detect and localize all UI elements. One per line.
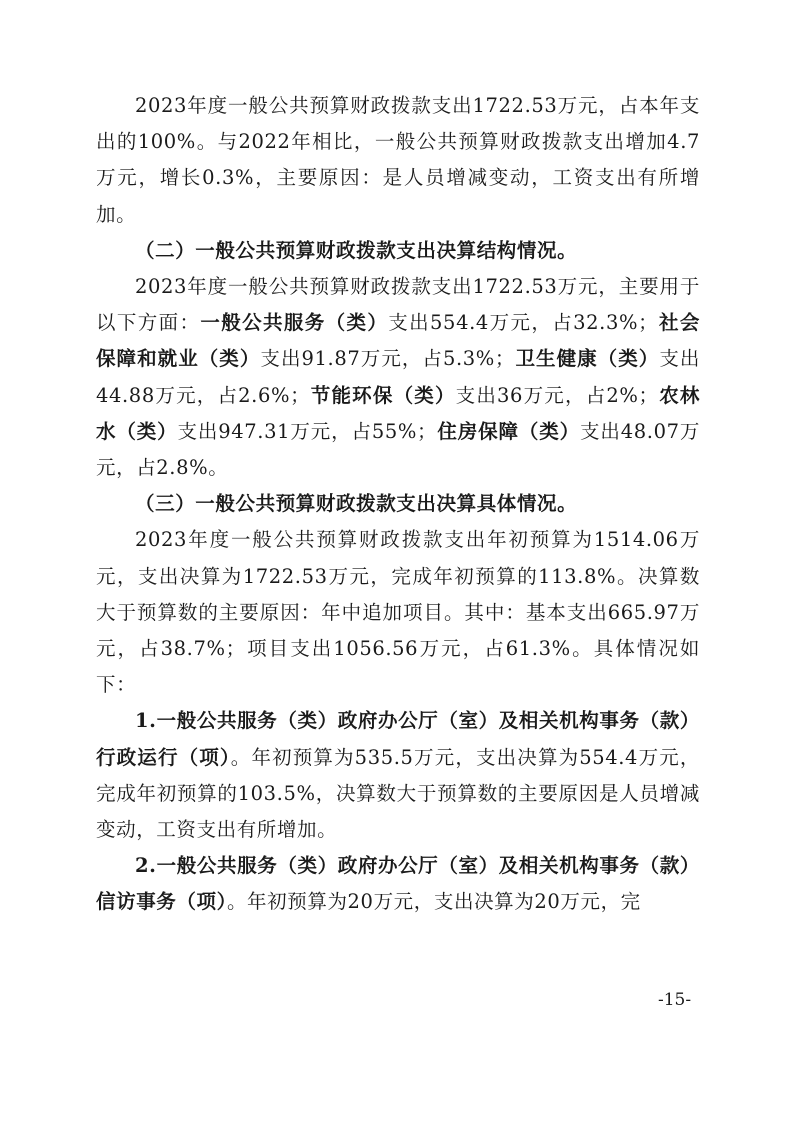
category-social-security: 社会保障和就业（类） — [96, 311, 700, 371]
category-health: 卫生健康（类） — [515, 347, 660, 371]
category-energy-environment: 节能环保（类） — [310, 383, 456, 407]
category-housing-amount: 支出48.07万元，占2.8%。 — [96, 419, 701, 480]
paragraph-structure — [96, 269, 700, 486]
heading-structure: （二）一般公共预算财政拨款支出决算结构情况。 — [135, 238, 578, 262]
item-2-text: 。年初预算为20万元，支出决算为20万元，完 — [226, 890, 641, 914]
category-agriculture: 农林水（类） — [96, 383, 701, 443]
category-general-public-services: 一般公共服务（类） — [200, 311, 389, 335]
item-2 — [96, 848, 700, 920]
category-health-amount: 支出44.88万元，占2.6%； — [96, 347, 700, 407]
item-1-text: 。年初预算为535.5万元，支出决算为554.4万元，完成年初预算的103.5%，决算数大于预算数的主要原因是人员增减变动，工资支出有所增加。 — [96, 745, 701, 842]
item-1-heading: 1.一般公共服务（类）政府办公厅（室）及相关机构事务（款）行政运行（项） — [96, 709, 700, 769]
heading-details: （三）一般公共预算财政拨款支出决算具体情况。 — [135, 492, 578, 516]
category-social-security-amount: 支出91.87万元，占5.3%； — [260, 347, 516, 371]
category-agriculture-amount: 支出947.31万元，占55%； — [177, 419, 438, 443]
paragraph-expenditure-summary: 2023年度一般公共预算财政拨款支出1722.53万元，占本年支出的100%。与2022年相比，一般公共预算财政拨款支出增加4.7万元，增长0.3%，主要原因：是人员增减变动，工资支出有所增加。 — [96, 94, 700, 226]
category-energy-environment-amount: 支出36万元，占2%； — [455, 383, 659, 407]
item-2-heading: 2.一般公共服务（类）政府办公厅（室）及相关机构事务（款）信访事务（项） — [96, 854, 700, 914]
item-1 — [96, 703, 700, 848]
category-general-public-services-amount: 支出554.4万元，占32.3%； — [388, 311, 659, 335]
paragraph-details: 2023年度一般公共预算财政拨款支出年初预算为1514.06万元，支出决算为1722.53万元，完成年初预算的113.8%。决算数大于预算数的主要原因：年中追加项目。其中：基本支出665.97万元，占38.7%；项目支出1056.56万元，占61.3%。具体情况如下： — [96, 528, 700, 697]
category-housing: 住房保障（类） — [437, 419, 581, 443]
structure-intro: 2023年度一般公共预算财政拨款支出1722.53万元，主要用于以下方面： — [96, 275, 700, 335]
document-body — [96, 88, 700, 921]
page-number: -15- — [658, 990, 692, 1010]
